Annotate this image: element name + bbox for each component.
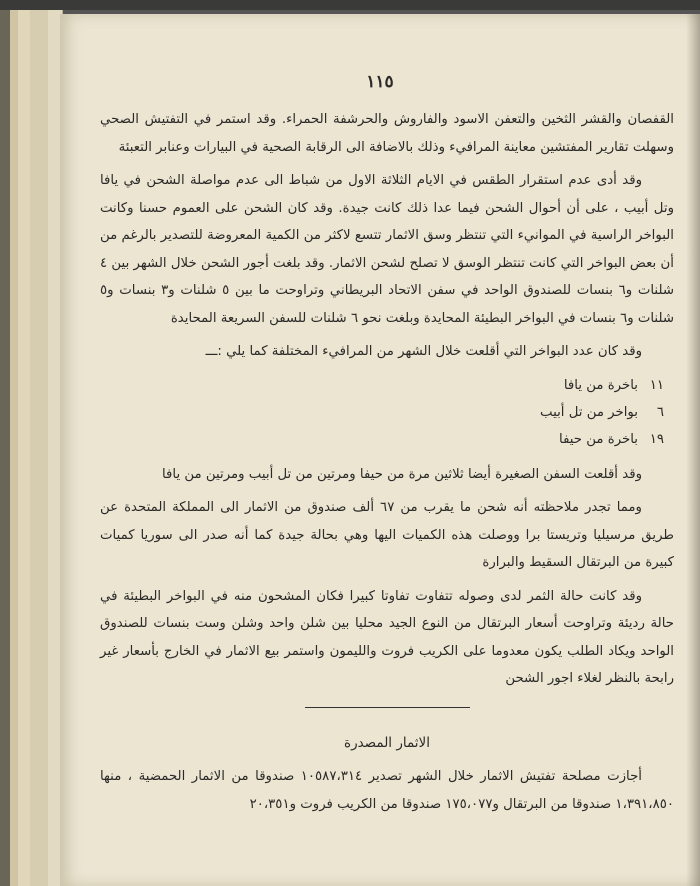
- page-number: ١١٥: [366, 72, 394, 92]
- paragraph-exports: أجازت مصلحة تفتيش الاثمار خلال الشهر تصدير ١٠٥٨٧،٣١٤ صندوقا من الاثمار الحمضية ، منها ١،٣٩١،٨٥٠ صندوقا من البرتقال و١٧٥،٠٧٧ صندوقا من الكريب فروت و٢٠،٣٥١: [100, 769, 674, 812]
- ship-port: بواخر من تل أبيب: [540, 404, 638, 420]
- ship-count: ٦: [656, 404, 664, 420]
- page-body: [100, 106, 674, 824]
- ship-count: ١١: [649, 377, 664, 393]
- ship-port: باخرة من حيفا: [559, 431, 638, 447]
- paragraph-ships-intro: وقد كان عدد البواخر التي أقلعت خلال الشهر من المرافيء المختلفة كما يلي :ـــ: [205, 344, 642, 359]
- section-divider: [305, 707, 470, 708]
- paragraph-fruit-condition: وقد كانت حالة الثمر لدى وصوله تتفاوت تفاوتا كبيرا فكان المشحون منه في البواخر البطيئة في حالة رديئة وتراوحت أسعار البرتقال من النوع الجيد محليا بين شلن واحد وشلن وست بنسات للصندوق الواحد ويكاد الطلب يكون معدوما على الكريب فروت والليمون واستمر بيع الاثمار في الخارج بأسعار غير رابحة بالنظر لغلاء اجور الشحن: [100, 588, 674, 686]
- ship-departures-list: [100, 372, 674, 453]
- book-page: [60, 14, 700, 886]
- ship-port: باخرة من يافا: [563, 377, 638, 393]
- binding-edge: [0, 0, 700, 10]
- paragraph-diseases: القفصان والقشر الثخين والتعفن الاسود والفاروش والحرشفة الحمراء. وقد استمر في التفتيش الصحي وسهلت تقارير المفتشين معاينة المرافيء وذلك بالاضافة الى الرقابة الصحية في البيارات وعنابر التعبئة: [100, 112, 674, 155]
- page-shadow: [686, 14, 700, 886]
- paragraph-shipping: وقد أدى عدم استقرار الطقس في الايام الثلاثة الاول من شباط الى عدم مواصلة الشحن في يافا وتل أبيب ، على أن أحوال الشحن فيما عدا ذلك كانت جيدة. وقد كان الشحن على العموم حسنا وكانت البواخر الراسية في الموانيء التي تنتظر وسق الاثمار تتسع لاكثر من الكمية المعروضة للتصدير بالرغم من أن بعض البواخر التي كانت تنتظر الوسق لا تصلح لشحن الاثمار. وقد بلغت أجور الشحن خلال الشهر بين ٤ شلنات و٦ بنسات للصندوق الواحد في سفن الاتحاد البريطاني وتراوحت ما بين ٥ شلنات و٣ بنسات و٥ شلنات و٦ بنسات في البواخر البطيئة المحايدة وبلغت نحو ٦ شلنات للسفن السريعة المحايدة: [100, 173, 674, 326]
- section-heading: الاثمار المصدرة: [344, 734, 430, 751]
- ship-count: ١٩: [649, 431, 664, 447]
- list-item: [100, 372, 664, 399]
- list-item: [100, 426, 664, 453]
- list-item: [100, 399, 664, 426]
- paragraph-small-ships: وقد أقلعت السفن الصغيرة أيضا ثلاثين مرة من حيفا ومرتين من تل أبيب ومرتين من يافا: [162, 466, 642, 482]
- paragraph-overland: ومما تجدر ملاحظته أنه شحن ما يقرب من ٦٧ ألف صندوق من الاثمار الى المملكة المتحدة عن طريق مرسيليا وتريستا برا ووصلت هذه الكميات اليها وهي بحالة جيدة كما أنه صدر الى سوريا كميات كبيرة من البرتقال السقيط والبرارة: [100, 500, 674, 570]
